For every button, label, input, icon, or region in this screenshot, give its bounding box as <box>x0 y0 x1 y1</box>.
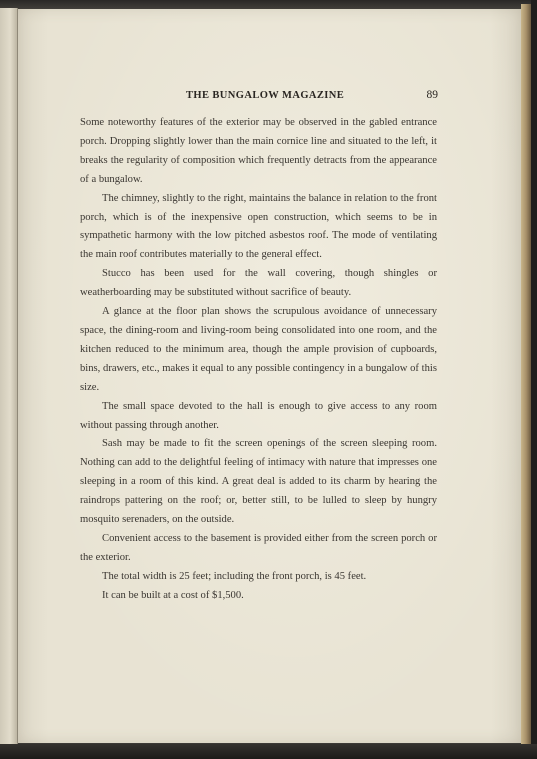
scan-background-bottom <box>0 744 537 759</box>
paragraph-sleeping-room: Sash may be made to fit the screen openings of the screen sleeping room. Nothing can add to the delightful feeling of intimacy with nature that impresses one sleeping in a room of this kind. A great deal is added to its charm by hearing the raindrops pattering on the roof; or, better still, to be lulled to sleep by hungry mosquito serenaders, on the outside. <box>80 438 437 526</box>
paragraph-floor-plan: A glance at the floor plan shows the scrupulous avoidance of unnecessary space, the dining-room and living-room being consolidated into one room, and the kitchen reduced to the minimum area, though the ample provision of cupboards, bins, drawers, etc., makes it equal to any possible contingency in a bungalow of this size. <box>80 306 437 393</box>
article-body <box>80 114 437 606</box>
paragraph-chimney: The chimney, slightly to the right, maintains the balance in relation to the front porch, which is of the inexpensive open construction, which seems to be in sympathetic harmony with the low pitched asbestos roof. The mode of ventilating the main roof contributes materially to the general effect. <box>80 192 437 261</box>
paragraph-cost: It can be built at a cost of $1,500. <box>102 589 244 601</box>
paragraph-stucco: Stucco has been used for the wall covering, though shingles or weatherboarding may be substituted without sacrifice of beauty. <box>80 268 437 299</box>
running-title: THE BUNGALOW MAGAZINE <box>186 90 345 101</box>
paragraph-hall: The small space devoted to the hall is enough to give access to any room without passing through another. <box>80 400 437 431</box>
paragraph-basement: Convenient access to the basement is provided either from the screen porch or the exterior. <box>80 532 437 563</box>
scan-background-right <box>531 0 537 759</box>
book-edge <box>521 4 531 744</box>
paragraph-exterior: Some noteworthy features of the exterior may be observed in the gabled entrance porch. Dropping slightly lower than the main cornice line and situated to the left, it breaks the regularity of composition which frequently detracts from the appearance of a bungalow. <box>80 117 437 185</box>
facing-page-edge <box>0 8 18 750</box>
page-header <box>80 90 438 106</box>
paragraph-width: The total width is 25 feet; including the front porch, is 45 feet. <box>102 570 367 582</box>
page-number: 89 <box>426 89 438 101</box>
